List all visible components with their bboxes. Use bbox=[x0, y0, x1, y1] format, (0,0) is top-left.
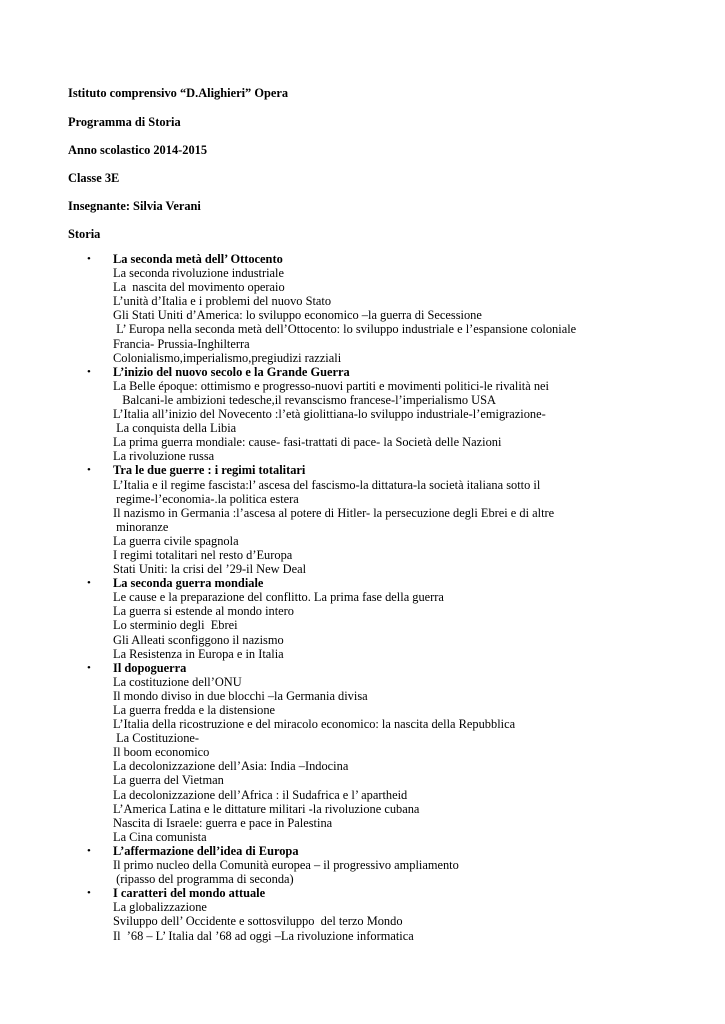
topic-title-text: L’inizio del nuovo secolo e la Grande Guerra bbox=[113, 364, 350, 379]
topic-title-text: Il dopoguerra bbox=[113, 660, 187, 675]
topic-section bbox=[0, 576, 725, 661]
topic-item: La rivoluzione russa bbox=[113, 449, 215, 464]
topic-item: La guerra fredda e la distensione bbox=[113, 703, 276, 717]
topic-item: L’ Europa nella seconda metà dell’Ottocento: lo sviluppo industriale e l’espansione coloniale bbox=[113, 322, 577, 337]
topic-item: (ripasso del programma di seconda) bbox=[113, 872, 294, 887]
topic-title bbox=[0, 886, 725, 900]
topic-item: La costituzione dell’ONU bbox=[113, 674, 242, 689]
subject-heading: Storia bbox=[68, 227, 101, 241]
topic-title-text: La seconda guerra mondiale bbox=[113, 576, 264, 591]
topic-item: regime-l’economia-.la politica estera bbox=[113, 491, 299, 506]
bullet-icon: • bbox=[87, 661, 91, 674]
topic-section bbox=[0, 365, 725, 464]
topic-title bbox=[0, 844, 725, 858]
topic-item: La globalizzazione bbox=[113, 900, 207, 915]
topic-item: Lo sterminio degli Ebrei bbox=[113, 618, 238, 633]
topic-item: Il ’68 – L’ Italia dal ’68 ad oggi –La rivoluzione informatica bbox=[113, 928, 414, 943]
teacher-name: Insegnante: Silvia Verani bbox=[68, 199, 201, 213]
topic-item: La Cina comunista bbox=[113, 829, 207, 844]
topic-item: Stati Uniti: la crisi del ’29-il New Deal bbox=[113, 562, 307, 577]
topic-item: La prima guerra mondiale: cause- fasi-trattati di pace- la Società delle Nazioni bbox=[113, 435, 502, 450]
topic-item: La nascita del movimento operaio bbox=[113, 280, 285, 295]
topic-item: La seconda rivoluzione industriale bbox=[113, 266, 285, 281]
topic-item: L’Italia all’inizio del Novecento :l’età giolittiana-lo sviluppo industriale-l’emigrazione- bbox=[113, 407, 546, 422]
topic-item: L’America Latina e le dittature militari -la rivoluzione cubana bbox=[113, 801, 420, 816]
bullet-icon: • bbox=[87, 464, 91, 477]
topic-section bbox=[0, 463, 725, 576]
bullet-icon: • bbox=[87, 577, 91, 590]
topic-item: Il boom economico bbox=[113, 745, 210, 760]
topic-item: I regimi totalitari nel resto d’Europa bbox=[113, 547, 293, 562]
program-title: Programma di Storia bbox=[68, 115, 181, 129]
topic-item: La decolonizzazione dell’Asia: India –Indocina bbox=[113, 759, 349, 774]
topic-item: La guerra del Vietman bbox=[113, 773, 224, 788]
topic-item: Il mondo diviso in due blocchi –la Germania divisa bbox=[113, 688, 368, 703]
topic-title bbox=[0, 252, 725, 266]
topic-section bbox=[0, 252, 725, 365]
bullet-icon: • bbox=[87, 253, 91, 265]
topic-item: Nascita di Israele: guerra e pace in Palestina bbox=[113, 815, 333, 830]
topic-title bbox=[0, 661, 725, 675]
topic-item: Il primo nucleo della Comunità europea – il progressivo ampliamento bbox=[113, 858, 459, 873]
topic-title-text: La seconda metà dell’ Ottocento bbox=[113, 252, 283, 266]
topic-title-text: I caratteri del mondo attuale bbox=[113, 886, 266, 901]
bullet-icon: • bbox=[87, 887, 91, 900]
topic-list bbox=[0, 252, 725, 943]
topic-item: Sviluppo dell’ Occidente e sottosviluppo del terzo Mondo bbox=[113, 914, 403, 929]
topic-item: L’Italia e il regime fascista:l’ ascesa del fascismo-la dittatura-la società italiana sotto il bbox=[113, 477, 541, 492]
topic-item: Balcani-le ambizioni tedesche,il revanscismo francese-l’imperialismo USA bbox=[113, 392, 496, 407]
topic-title-text: Tra le due guerre : i regimi totalitari bbox=[113, 463, 306, 478]
topic-section bbox=[0, 844, 725, 886]
topic-item: Francia- Prussia-Inghilterra bbox=[113, 336, 250, 351]
topic-item: La guerra civile spagnola bbox=[113, 533, 239, 548]
topic-section bbox=[0, 661, 725, 844]
topic-item: La decolonizzazione dell’Africa : il Sudafrica e l’ apartheid bbox=[113, 787, 408, 802]
topic-item: La Resistenza in Europa e in Italia bbox=[113, 646, 284, 661]
class-name: Classe 3E bbox=[68, 171, 120, 185]
topic-item: La guerra si estende al mondo intero bbox=[113, 604, 294, 619]
bullet-icon: • bbox=[87, 844, 91, 857]
topic-item: Le cause e la preparazione del conflitto. La prima fase della guerra bbox=[113, 590, 444, 605]
topic-item: Il nazismo in Germania :l’ascesa al potere di Hitler- la persecuzione degli Ebrei e di altre bbox=[113, 505, 555, 520]
topic-item: Gli Alleati sconfiggono il nazismo bbox=[113, 632, 284, 647]
topic-item: La conquista della Libia bbox=[113, 421, 237, 436]
topic-title-text: L’affermazione dell’idea di Europa bbox=[113, 843, 299, 858]
topic-item: minoranze bbox=[113, 519, 169, 534]
topic-item: La Costituzione- bbox=[113, 731, 200, 746]
topic-item: L’Italia della ricostruzione e del miracolo economico: la nascita della Repubblica bbox=[113, 717, 516, 732]
bullet-icon: • bbox=[87, 365, 91, 378]
topic-section bbox=[0, 886, 725, 942]
school-year: Anno scolastico 2014-2015 bbox=[68, 143, 208, 157]
topic-item: Gli Stati Uniti d’America: lo sviluppo economico –la guerra di Secessione bbox=[113, 308, 482, 323]
topic-item: Colonialismo,imperialismo,pregiudizi razziali bbox=[113, 350, 342, 365]
topic-item: L’unità d’Italia e i problemi del nuovo Stato bbox=[113, 294, 332, 309]
topic-title bbox=[0, 365, 725, 379]
topic-title bbox=[0, 463, 725, 477]
school-name: Istituto comprensivo “D.Alighieri” Opera bbox=[68, 86, 289, 100]
topic-title bbox=[0, 576, 725, 590]
topic-item: La Belle époque: ottimismo e progresso-nuovi partiti e movimenti politici-le rivalità nei bbox=[113, 378, 549, 393]
